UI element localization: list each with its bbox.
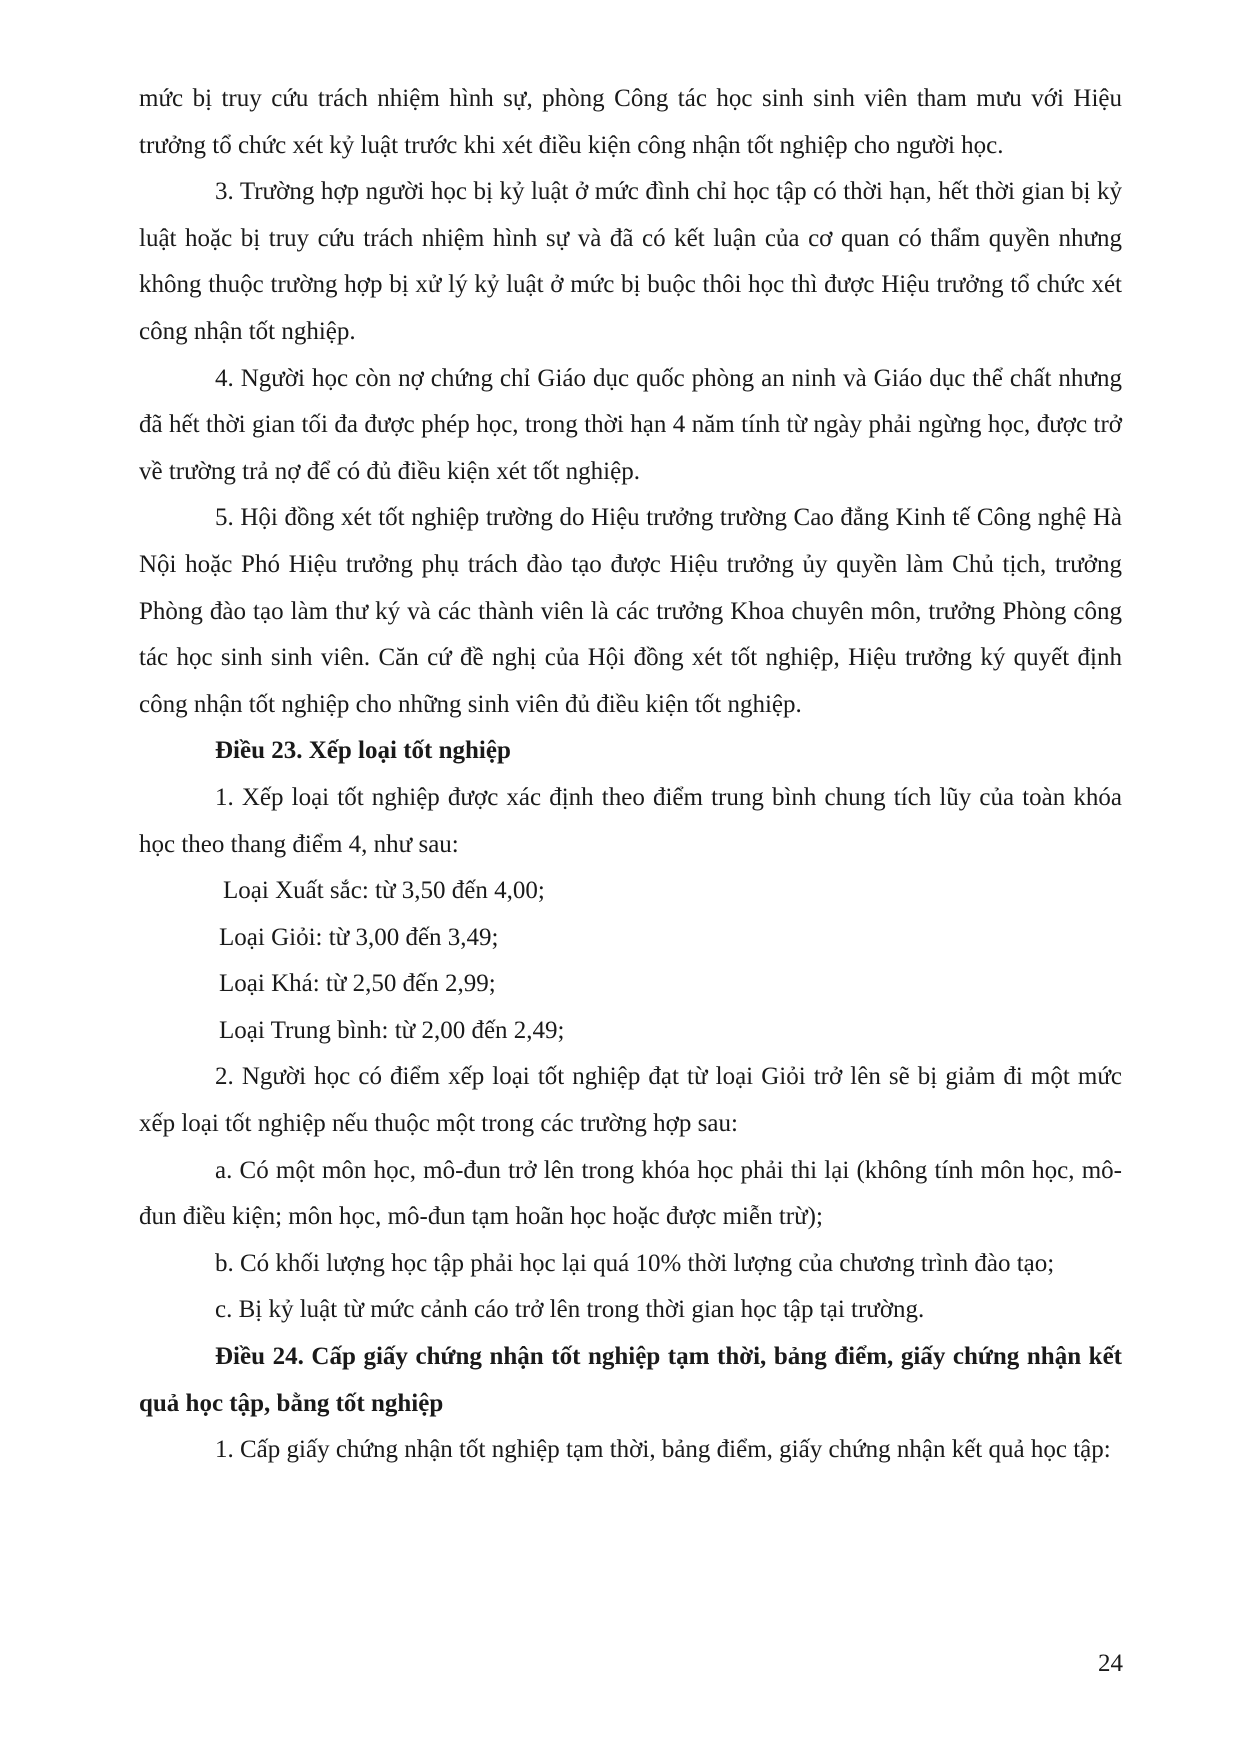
- case-item: a. Có một môn học, mô-đun trở lên trong khóa học phải thi lại (không tính môn học, mô-đun điều kiện; môn học, mô-đun tạm hoãn học hoặc được miễn trừ);: [139, 1156, 1122, 1231]
- paragraph-clause-5: 5. Hội đồng xét tốt nghiệp trường do Hiệu trưởng trường Cao đẳng Kinh tế Công nghệ Hà Nội hoặc Phó Hiệu trưởng phụ trách đào tạo được Hiệu trưởng ủy quyền làm Chủ tịch, trưởng Phòng đào tạo làm thư ký và các thành viên là các trưởng Khoa chuyên môn, trưởng Phòng công tác học sinh sinh viên. Căn cứ đề nghị của Hội đồng xét tốt nghiệp, Hiệu trưởng ký quyết định công nhận tốt nghiệp cho những sinh viên đủ điều kiện tốt nghiệp.: [139, 504, 1122, 718]
- article-24-clause-1: 1. Cấp giấy chứng nhận tốt nghiệp tạm thời, bảng điểm, giấy chứng nhận kết quả học tập:: [215, 1436, 1111, 1464]
- case-item: b. Có khối lượng học tập phải học lại quá 10% thời lượng của chương trình đào tạo;: [215, 1249, 1055, 1277]
- article-24-heading: Điều 24. Cấp giấy chứng nhận tốt nghiệp tạm thời, bảng điểm, giấy chứng nhận kết quả học tập, bằng tốt nghiệp: [139, 1343, 1122, 1417]
- paragraph-clause-3: 3. Trường hợp người học bị kỷ luật ở mức đình chỉ học tập có thời hạn, hết thời gian bị kỷ luật hoặc bị truy cứu trách nhiệm hình sự và đã có kết luận của cơ quan có thẩm quyền nhưng không thuộc trường hợp bị xử lý kỷ luật ở mức bị buộc thôi học thì được Hiệu trưởng tổ chức xét công nhận tốt nghiệp.: [139, 178, 1122, 345]
- grade-item: Loại Giỏi: từ 3,00 đến 3,49;: [219, 923, 499, 951]
- article-23-intro: 1. Xếp loại tốt nghiệp được xác định theo điểm trung bình chung tích lũy của toàn khóa học theo thang điểm 4, như sau:: [139, 783, 1122, 858]
- paragraph-continuation: mức bị truy cứu trách nhiệm hình sự, phòng Công tác học sinh sinh viên tham mưu với Hiệu trưởng tổ chức xét kỷ luật trước khi xét điều kiện công nhận tốt nghiệp cho người học.: [139, 85, 1122, 159]
- case-item: c. Bị kỷ luật từ mức cảnh cáo trở lên trong thời gian học tập tại trường.: [215, 1296, 925, 1324]
- grade-item: Loại Trung bình: từ 2,00 đến 2,49;: [219, 1016, 565, 1044]
- grade-item: Loại Khá: từ 2,50 đến 2,99;: [219, 970, 496, 998]
- article-23-heading: Điều 23. Xếp loại tốt nghiệp: [215, 737, 511, 765]
- paragraph-clause-4: 4. Người học còn nợ chứng chỉ Giáo dục quốc phòng an ninh và Giáo dục thể chất nhưng đã hết thời gian tối đa được phép học, trong thời hạn 4 năm tính từ ngày phải ngừng học, được trở về trường trả nợ để có đủ điều kiện xét tốt nghiệp.: [139, 364, 1122, 485]
- article-23-clause-2: 2. Người học có điểm xếp loại tốt nghiệp đạt từ loại Giỏi trở lên sẽ bị giảm đi một mức xếp loại tốt nghiệp nếu thuộc một trong các trường hợp sau:: [139, 1063, 1122, 1138]
- document-body: [139, 76, 1122, 1474]
- page-number: 24: [1098, 1650, 1123, 1677]
- grade-item: Loại Xuất sắc: từ 3,50 đến 4,00;: [223, 877, 545, 905]
